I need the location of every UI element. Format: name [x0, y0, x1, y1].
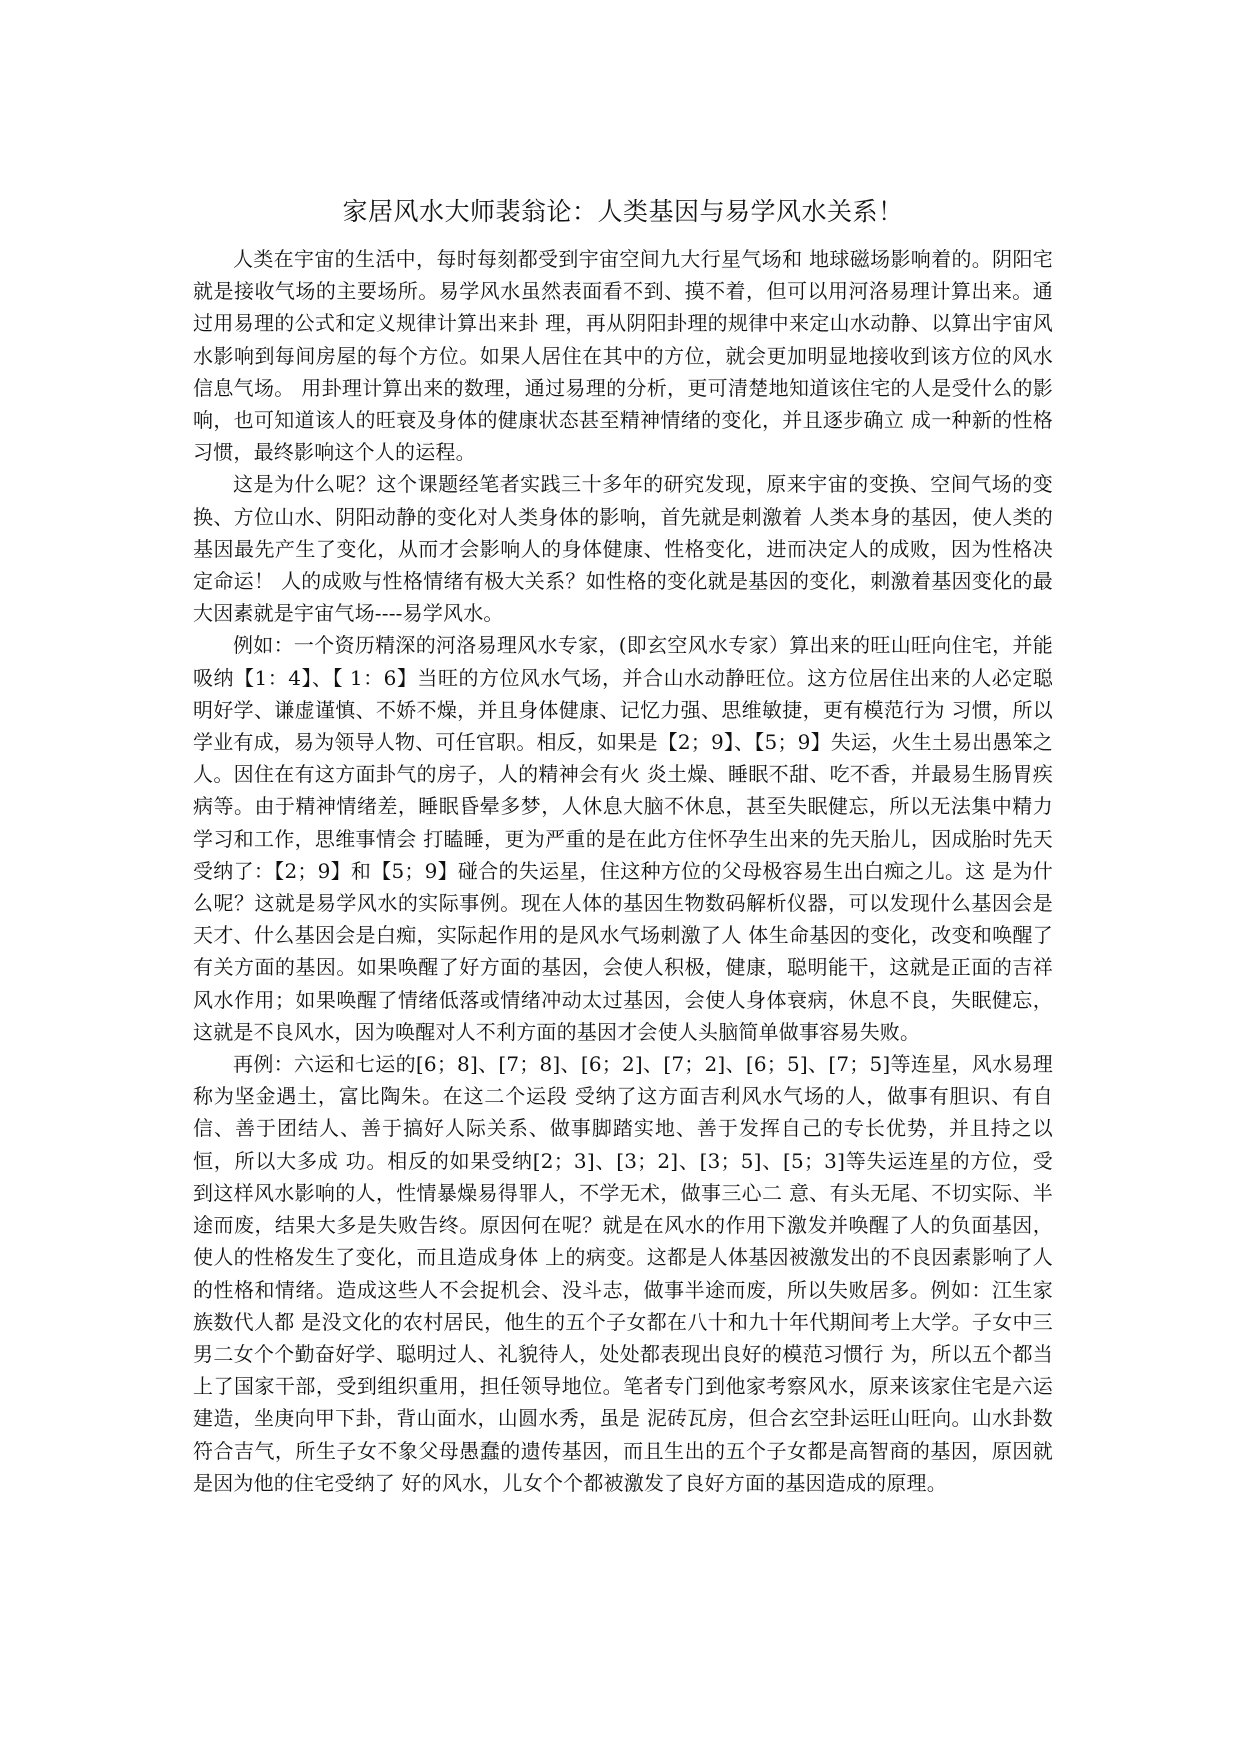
document-title: 家居风水大师裴翁论：人类基因与易学风水关系！ [342, 197, 904, 226]
paragraph-3: 例如：一个资历精深的河洛易理风水专家，(即玄空风水专家）算出来的旺山旺向住宅，并能吸纳【1：4】、【 1：6】当旺的方位风水气场，并合山水动静旺位。这方位居住出来的人必定聪明好学、谦虚谨慎、不娇不燥，并且身体健康、记忆力强、思维敏捷，更有模范行为 习惯，所以学业有成，易为领导人物、可任官职。相反，如果是【2；9】、【5；9】失运，火生土易出愚笨之人。因住在有这方面卦气的房子，人的精神会有火 炎土燥、睡眠不甜、吃不香，并最易生肠胃疾病等。由于精神情绪差，睡眠昏晕多梦，人休息大脑不休息，甚至失眠健忘，所以无法集中精力学习和工作，思维事情会 打瞌睡，更为严重的是在此方住怀孕生出来的先天胎儿，因成胎时先天受纳了：【2；9】和【5；9】碰合的失运星，住这种方位的父母极容易生出白痴之儿。这 是为什么呢？这就是易学风水的实际事例。现在人体的基因生物数码解析仪器，可以发现什么基因会是天才、什么基因会是白痴，实际起作用的是风水气场刺激了人 体生命基因的变化，改变和唤醒了有关方面的基因。如果唤醒了好方面的基因，会使人积极，健康，聪明能干，这就是正面的吉祥风水作用；如果唤醒了情绪低落或情绪冲动太过基因，会使人身体衰病，休息不良，失眠健忘，这就是不良风水，因为唤醒对人不利方面的基因才会使人头脑简单做事容易失败。 [193, 633, 1053, 1044]
document-page [193, 195, 1053, 1499]
paragraph-1: 人类在宇宙的生活中，每时每刻都受到宇宙空间九大行星气场和 地球磁场影响着的。阴阳宅就是接收气场的主要场所。易学风水虽然表面看不到、摸不着，但可以用河洛易理计算出来。通过用易理的公式和定义规律计算出来卦 理，再从阴阳卦理的规律中来定山水动静、以算出宇宙风水影响到每间房屋的每个方位。如果人居住在其中的方位，就会更加明显地接收到该方位的风水信息气场。 用卦理计算出来的数理，通过易理的分析，更可清楚地知道该住宅的人是受什么的影响，也可知道该人的旺衰及身体的健康状态甚至精神情绪的变化，并且逐步确立 成一种新的性格习惯，最终影响这个人的运程。 [193, 247, 1053, 465]
paragraph-2: 这是为什么呢？这个课题经笔者实践三十多年的研究发现，原来宇宙的变换、空间气场的变换、方位山水、阴阳动静的变化对人类身体的影响，首先就是刺激着 人类本身的基因，使人类的基因最先产生了变化，从而才会影响人的身体健康、性格变化，进而决定人的成败，因为性格决定命运！ 人的成败与性格情绪有极大关系？如性格的变化就是基因的变化，刺激着基因变化的最大因素就是宇宙气场----易学风水。 [193, 472, 1053, 626]
paragraph-4: 再例：六运和七运的[6；8]、[7；8]、[6；2]、[7；2]、[6；5]、[7；5]等连星，风水易理称为坚金遇土，富比陶朱。在这二个运段 受纳了这方面吉利风水气场的人，做事有胆识、有自信、善于团结人、善于搞好人际关系、做事脚踏实地、善于发挥自己的专长优势，并且持之以恒，所以大多成 功。相反的如果受纳[2；3]、[3；2]、[3；5]、[5；3]等失运连星的方位，受到这样风水影响的人，性情暴燥易得罪人，不学无术，做事三心二 意、有头无尾、不切实际、半途而废，结果大多是失败告终。原因何在呢？就是在风水的作用下激发并唤醒了人的负面基因，使人的性格发生了变化，而且造成身体 上的病变。这都是人体基因被激发出的不良因素影响了人的性格和情绪。造成这些人不会捉机会、没斗志，做事半途而废，所以失败居多。例如：江生家族数代人都 是没文化的农村居民，他生的五个子女都在八十和九十年代期间考上大学。子女中三男二女个个勤奋好学、聪明过人、礼貌待人，处处都表现出良好的模范习惯行 为，所以五个都当上了国家干部，受到组织重用，担任领导地位。笔者专门到他家考察风水，原来该家住宅是六运建造，坐庚向甲下卦，背山面水，山圆水秀，虽是 泥砖瓦房，但合玄空卦运旺山旺向。山水卦数符合吉气，所生子女不象父母愚蠢的遗传基因，而且生出的五个子女都是高智商的基因，原因就是因为他的住宅受纳了 好的风水，儿女个个都被激发了良好方面的基因造成的原理。 [193, 1052, 1053, 1495]
